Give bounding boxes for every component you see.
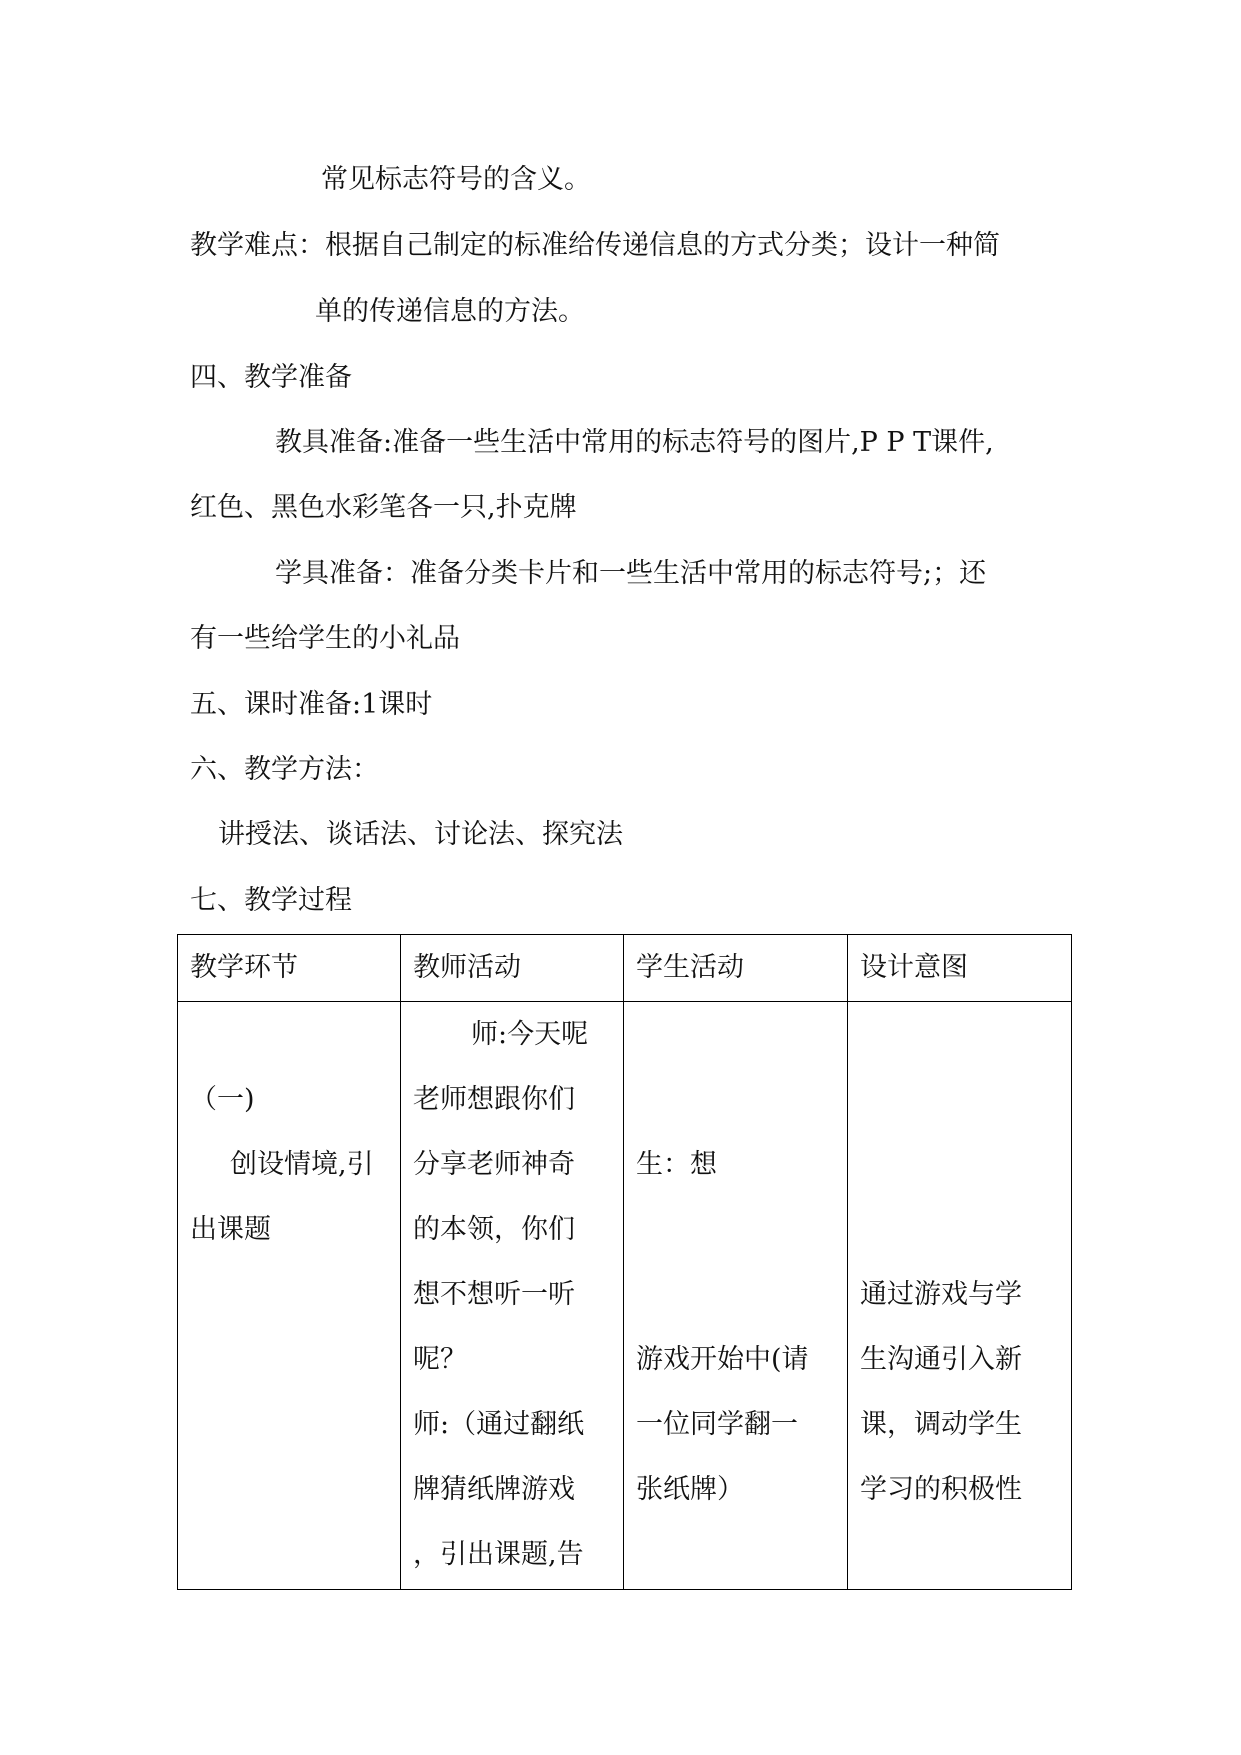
cell-student-activity: [624, 1002, 848, 1590]
heading-preparation: 四、教学准备: [190, 362, 352, 393]
cell-text: 创设情境,引: [230, 1149, 374, 1180]
line-difficulty-cont: 单的传递信息的方法。: [315, 296, 585, 327]
cell-teacher-activity: [401, 1002, 624, 1590]
cell-text: 生沟通引入新: [860, 1344, 1022, 1375]
cell-text: 张纸牌）: [636, 1474, 744, 1505]
cell-text: 师:（通过翻纸: [413, 1409, 585, 1440]
heading-methods: 六、教学方法：: [190, 754, 379, 785]
cell-text: 出课题: [190, 1214, 271, 1245]
header-stage: 教学环节: [178, 935, 401, 1002]
table-row: [178, 1002, 1072, 1590]
cell-text: 呢？: [413, 1344, 467, 1375]
cell-text: 通过游戏与学: [860, 1279, 1022, 1310]
cell-text: 学习的积极性: [860, 1474, 1022, 1505]
heading-process: 七、教学过程: [190, 885, 352, 916]
line-key-points-cont: 常见标志符号的含义。: [321, 164, 591, 195]
teaching-process-table: [177, 934, 1072, 1590]
cell-text: 课，调动学生: [860, 1409, 1022, 1440]
line-teacher-prep-cont: 红色、黑色水彩笔各一只,扑克牌: [190, 492, 577, 523]
cell-text: ，引出课题,告: [413, 1539, 584, 1570]
line-difficulty: 教学难点：根据自己制定的标准给传递信息的方式分类；设计一种简: [190, 230, 1000, 261]
cell-text: 老师想跟你们: [413, 1084, 575, 1115]
cell-text: 一位同学翻一: [636, 1409, 798, 1440]
cell-text: 想不想听一听: [413, 1279, 575, 1310]
cell-text: 的本领，你们: [413, 1214, 575, 1245]
cell-text: 生：想: [636, 1149, 717, 1180]
line-student-prep-cont: 有一些给学生的小礼品: [190, 623, 460, 654]
table-header-row: [178, 935, 1072, 1002]
cell-text: 分享老师神奇: [413, 1149, 575, 1180]
header-teacher-activity: 教师活动: [401, 935, 624, 1002]
heading-class-hours: 五、课时准备:1课时: [190, 689, 433, 720]
line-teacher-prep: 教具准备:准备一些生活中常用的标志符号的图片,P P T课件,: [275, 427, 994, 458]
cell-text: （一): [190, 1084, 255, 1115]
cell-stage: [178, 1002, 401, 1590]
line-methods: 讲授法、谈话法、讨论法、探究法: [218, 819, 623, 850]
cell-text: 游戏开始中(请: [636, 1344, 809, 1375]
line-student-prep: 学具准备：准备分类卡片和一些生活中常用的标志符号;；还: [275, 558, 987, 589]
header-student-activity: 学生活动: [624, 935, 848, 1002]
cell-text: 牌猜纸牌游戏: [413, 1474, 575, 1505]
cell-text: 师:今天呢: [471, 1019, 589, 1050]
cell-design-intent: [848, 1002, 1072, 1590]
header-design-intent: 设计意图: [848, 935, 1072, 1002]
